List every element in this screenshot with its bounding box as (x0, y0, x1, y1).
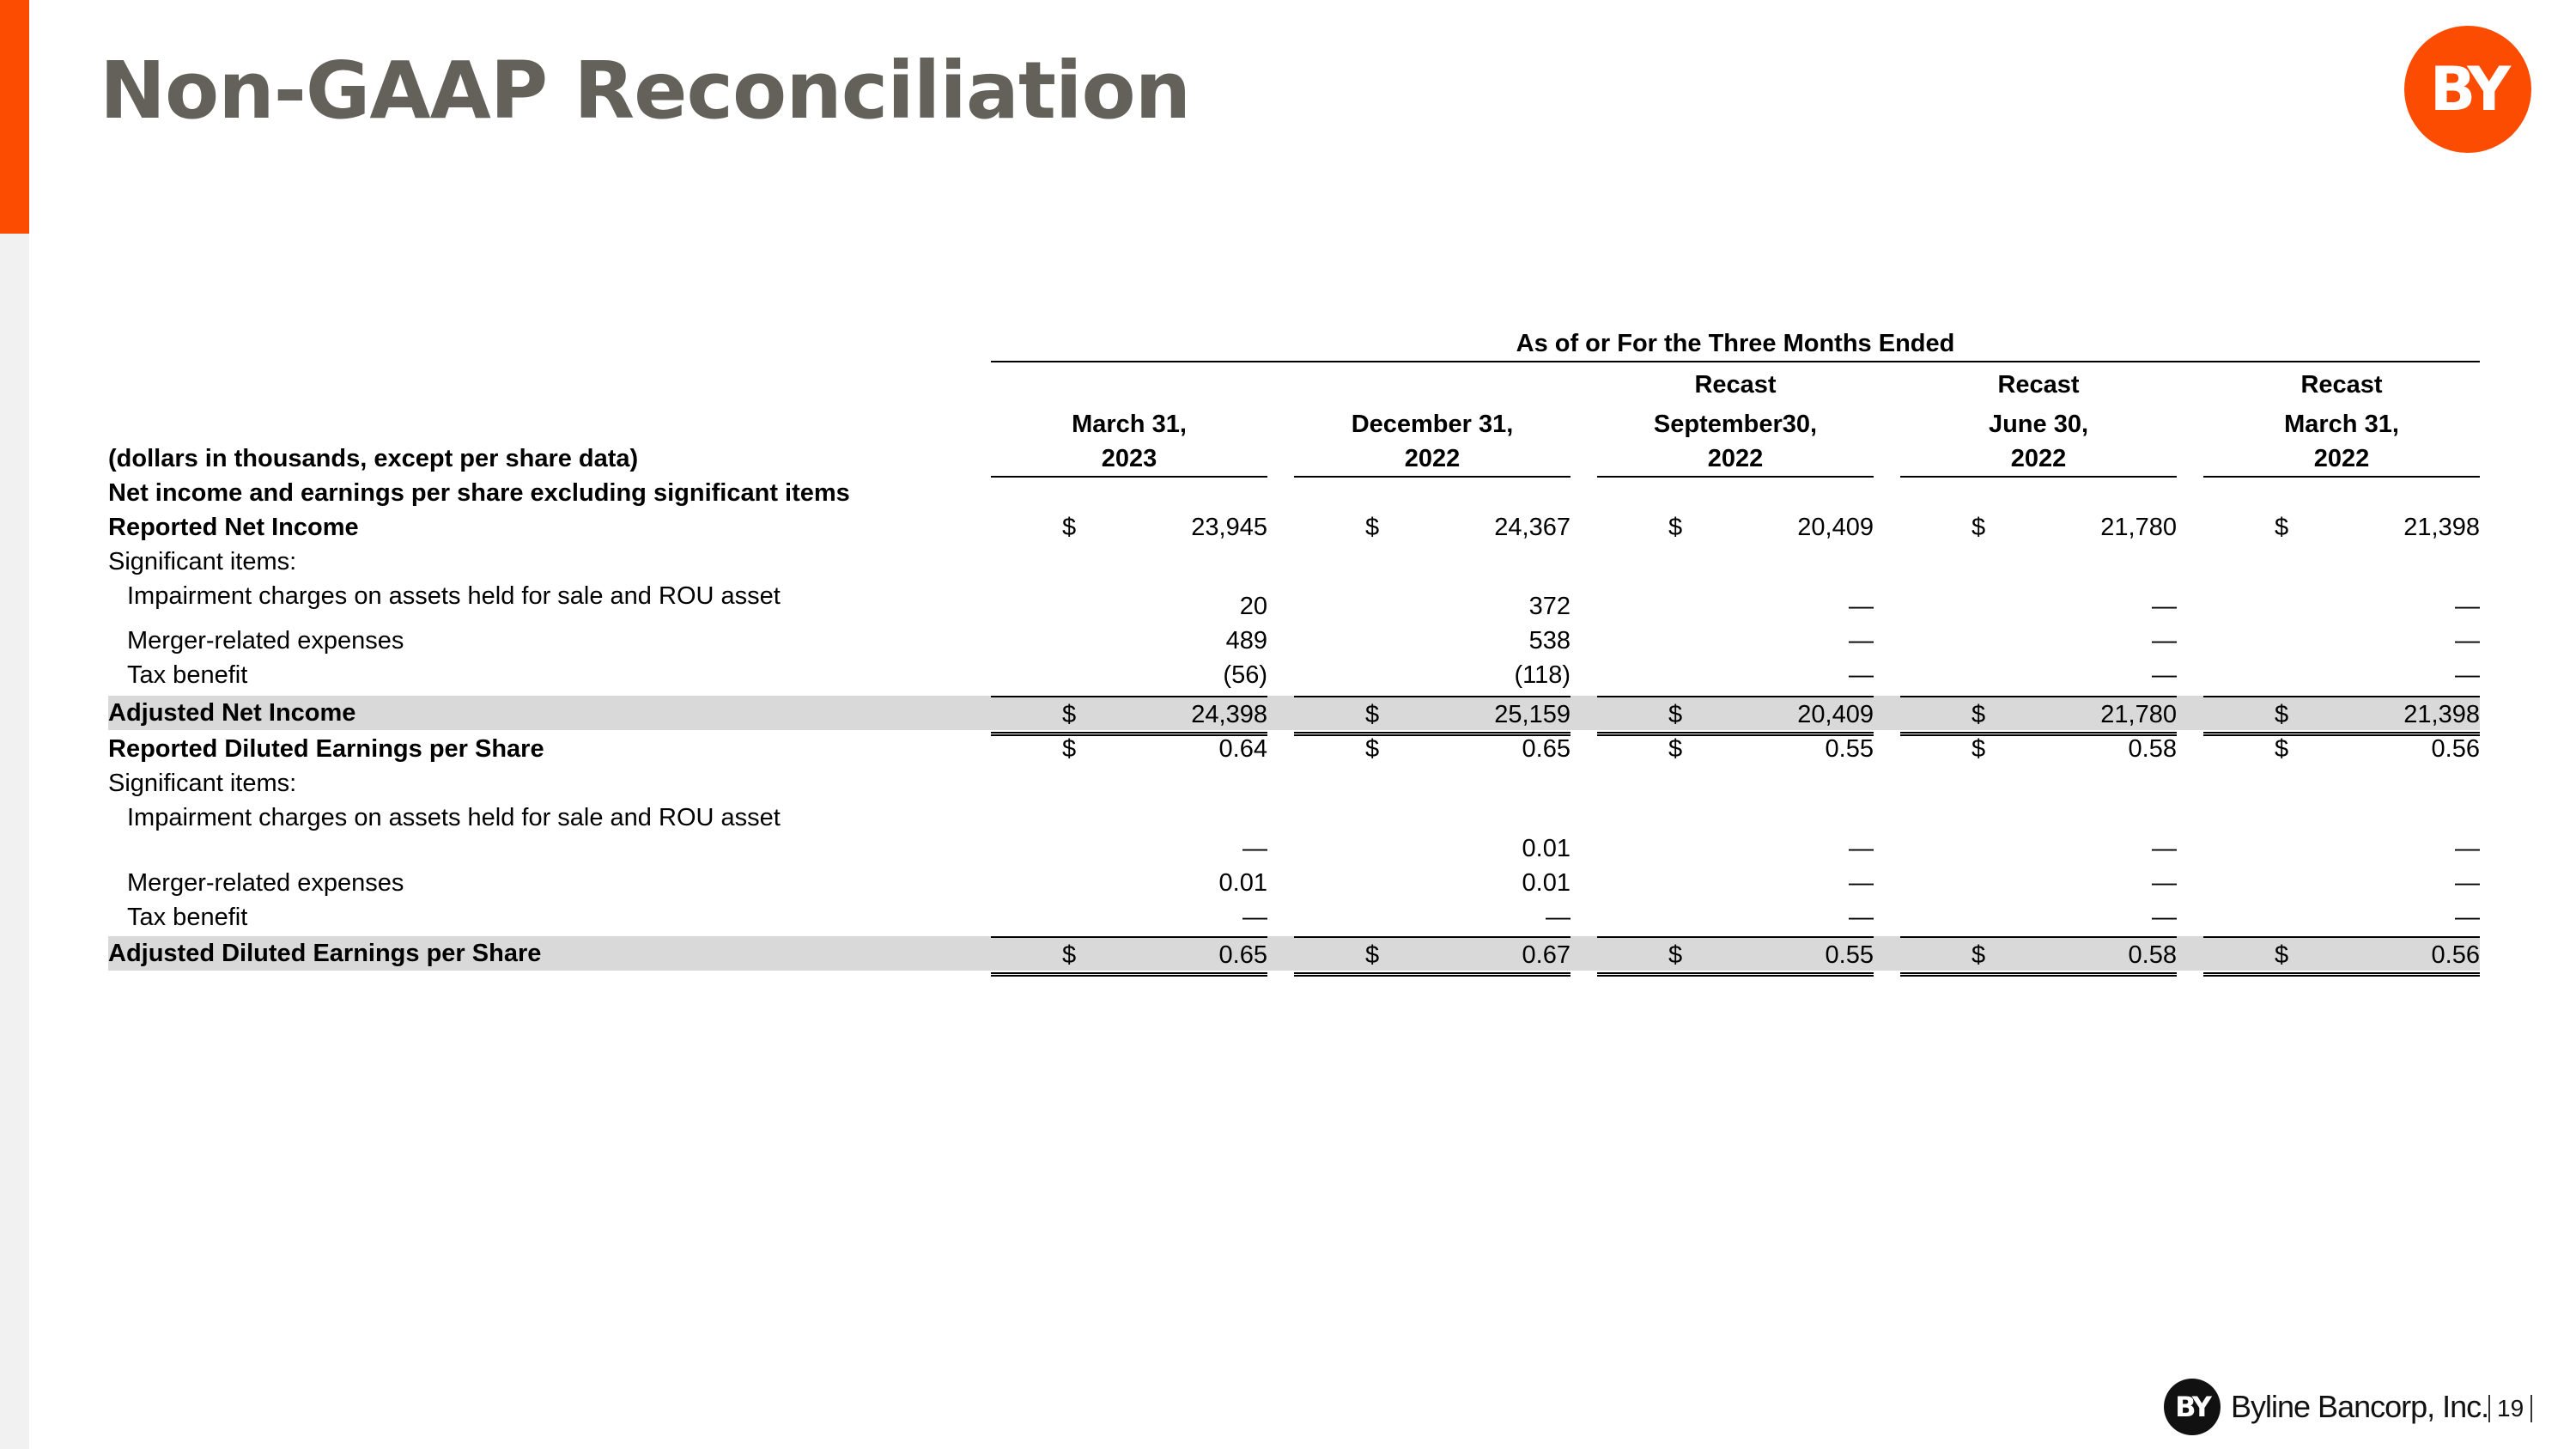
table-row (108, 510, 2480, 545)
value-cell: (56) (1223, 661, 1267, 689)
table-row-total (108, 936, 2480, 971)
col-date-line2: 2022 (1900, 441, 2177, 478)
left-accent-bar (0, 0, 29, 234)
dollar-sign: $ (1062, 701, 1077, 728)
date-line1-row (108, 407, 2480, 441)
col-date-line2: 2022 (2203, 441, 2480, 478)
recast-row (108, 362, 2480, 407)
value-cell: 0.56 (2431, 941, 2480, 969)
row-label: Impairment charges on assets held for sale and ROU asset (127, 804, 781, 831)
table-row (108, 658, 2480, 692)
dollar-sign: $ (2275, 701, 2289, 728)
footer-company-name: Byline Bancorp, Inc. (2231, 1389, 2489, 1424)
value-cell: 20,409 (1797, 514, 1874, 541)
dollar-sign: $ (2275, 735, 2289, 763)
value-cell: — (2152, 869, 2177, 897)
date-line2-row (108, 441, 2480, 476)
value-cell: — (1242, 904, 1267, 931)
value-cell: 0.67 (1522, 941, 1571, 969)
value-cell: — (2152, 835, 2177, 862)
value-cell: — (2455, 627, 2480, 654)
table-row-total (108, 696, 2480, 730)
row-label: Impairment charges on assets held for sale and ROU asset (127, 582, 781, 610)
value-cell: — (1849, 904, 1874, 931)
value-cell: — (2152, 593, 2177, 620)
dollar-sign: $ (1365, 514, 1380, 541)
value-cell: 0.55 (1825, 941, 1874, 969)
value-cell: 0.01 (1522, 869, 1571, 897)
dollar-sign: $ (1668, 941, 1683, 969)
section-title-row (108, 476, 2480, 510)
value-cell: — (2455, 661, 2480, 689)
section-title: Net income and earnings per share excluding significant items (108, 479, 850, 507)
table-row (108, 545, 2480, 579)
col-recast: Recast (1694, 371, 1777, 399)
col-date-line2: 2022 (1294, 441, 1571, 478)
col-date-line1: March 31, (2284, 411, 2399, 438)
value-cell: 372 (1528, 593, 1571, 620)
value-cell: 25,159 (1494, 701, 1571, 728)
value-cell: 0.58 (2128, 941, 2177, 969)
table-row (108, 732, 2480, 766)
value-cell: — (2455, 869, 2480, 897)
dollar-sign: $ (1971, 701, 1986, 728)
value-cell: 20 (1239, 593, 1267, 620)
value-cell: 21,780 (2100, 514, 2177, 541)
dollar-sign: $ (1668, 701, 1683, 728)
row-label: Tax benefit (127, 661, 248, 689)
row-label: Adjusted Diluted Earnings per Share (108, 940, 542, 967)
row-label: Significant items: (108, 548, 297, 575)
dollar-sign: $ (1365, 701, 1380, 728)
page-title: Non-GAAP Reconciliation (100, 45, 1191, 137)
value-cell: — (1546, 904, 1571, 931)
value-cell: 0.65 (1218, 941, 1267, 969)
dollar-sign: $ (1062, 514, 1077, 541)
value-cell: 538 (1528, 627, 1571, 654)
value-cell: 20,409 (1797, 701, 1874, 728)
value-cell: — (1849, 661, 1874, 689)
col-date-line1: March 31, (1072, 411, 1187, 438)
col-date-line2: 2022 (1597, 441, 1874, 478)
value-cell: — (1849, 627, 1874, 654)
value-cell: 0.01 (1522, 835, 1571, 862)
dollar-sign: $ (1062, 735, 1077, 763)
value-cell: 21,780 (2100, 701, 2177, 728)
value-cell: — (1849, 593, 1874, 620)
dollar-sign: $ (1971, 735, 1986, 763)
col-recast: Recast (1997, 371, 2080, 399)
units-label: (dollars in thousands, except per share data) (108, 445, 639, 472)
value-cell: — (1849, 869, 1874, 897)
col-recast: Recast (2300, 371, 2383, 399)
table-row (108, 900, 2480, 935)
value-cell: 21,398 (2403, 514, 2480, 541)
dollar-sign: $ (2275, 514, 2289, 541)
value-cell: 23,945 (1191, 514, 1267, 541)
table-row (108, 624, 2480, 658)
row-label: Tax benefit (127, 904, 248, 931)
value-cell: — (2152, 627, 2177, 654)
dollar-sign: $ (1971, 941, 1986, 969)
row-label: Reported Diluted Earnings per Share (108, 735, 544, 763)
value-cell: (118) (1514, 661, 1571, 689)
value-cell: 0.58 (2128, 735, 2177, 763)
value-cell: — (1242, 835, 1267, 862)
value-cell: 24,367 (1494, 514, 1571, 541)
value-cell: 0.65 (1522, 735, 1571, 763)
row-label: Adjusted Net Income (108, 699, 356, 727)
value-cell: 0.56 (2431, 735, 2480, 763)
dollar-sign: $ (1668, 735, 1683, 763)
span-header-row (108, 326, 2480, 362)
value-cell: — (1849, 835, 1874, 862)
row-label: Reported Net Income (108, 514, 359, 541)
table-row (108, 766, 2480, 801)
dollar-sign: $ (1668, 514, 1683, 541)
footer-logo-mark: BY (2164, 1379, 2221, 1435)
value-cell: — (2152, 661, 2177, 689)
value-cell: — (2152, 904, 2177, 931)
dollar-sign: $ (1062, 941, 1077, 969)
span-header: As of or For the Three Months Ended (991, 326, 2480, 362)
value-cell: — (2455, 904, 2480, 931)
value-cell: 24,398 (1191, 701, 1267, 728)
dollar-sign: $ (1365, 735, 1380, 763)
dollar-sign: $ (1365, 941, 1380, 969)
col-date-line1: June 30, (1988, 411, 2089, 438)
footer-logo (2164, 1379, 2488, 1435)
dollar-sign: $ (1971, 514, 1986, 541)
table-row (108, 801, 2480, 866)
value-cell: 489 (1225, 627, 1267, 654)
value-cell: 0.55 (1825, 735, 1874, 763)
row-label: Merger-related expenses (127, 627, 404, 654)
table-row (108, 579, 2480, 624)
col-date-line2: 2023 (991, 441, 1267, 478)
page-number: 19 (2488, 1395, 2532, 1422)
dollar-sign: $ (2275, 941, 2289, 969)
row-label: Merger-related expenses (127, 869, 404, 897)
value-cell: — (2455, 593, 2480, 620)
company-logo: BY (2404, 26, 2531, 153)
value-cell: — (2455, 835, 2480, 862)
col-date-line1: September30, (1653, 411, 1818, 438)
value-cell: 0.64 (1218, 735, 1267, 763)
value-cell: 0.01 (1218, 869, 1267, 897)
reconciliation-table (108, 326, 2480, 971)
value-cell: 21,398 (2403, 701, 2480, 728)
row-label: Significant items: (108, 770, 297, 797)
col-date-line1: December 31, (1351, 411, 1514, 438)
table-row (108, 866, 2480, 900)
